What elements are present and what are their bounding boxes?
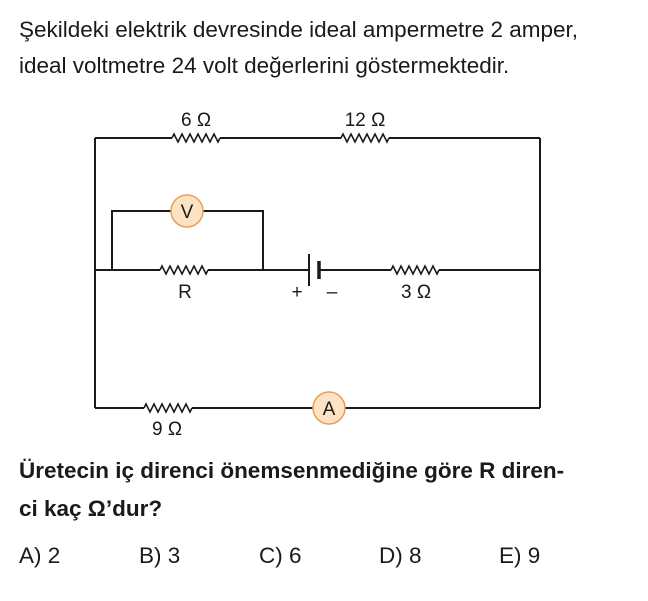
answer-options: [0, 543, 648, 575]
problem-statement: [19, 12, 639, 84]
resistor-9-ohm: [144, 404, 192, 412]
resistor-12-ohm: [341, 134, 389, 142]
battery-plus-label: +: [291, 282, 303, 303]
resistor-r: [160, 266, 208, 274]
wire-voltmeter-left: [112, 211, 171, 270]
label-3-ohm: 3 Ω: [400, 282, 432, 303]
option-a[interactable]: A) 2: [19, 543, 61, 568]
circuit-diagram: [0, 100, 648, 445]
question-line-2: ci kaç Ω’dur?: [19, 496, 163, 521]
question-text: [19, 452, 639, 528]
ammeter-label: A: [322, 399, 336, 420]
voltmeter-label: V: [180, 202, 194, 223]
resistor-6-ohm: [172, 134, 220, 142]
label-6-ohm: 6 Ω: [180, 110, 212, 131]
resistor-3-ohm: [391, 266, 439, 274]
option-b[interactable]: B) 3: [139, 543, 181, 568]
wire-voltmeter-right: [203, 211, 263, 270]
problem-line-2: ideal voltmetre 24 volt değerlerini göstermektedir.: [19, 53, 510, 78]
question-line-1: Üretecin iç direnci önemsenmediğine göre R diren-: [19, 458, 565, 483]
battery-minus-label: –: [326, 282, 338, 303]
label-r: R: [178, 282, 192, 303]
label-9-ohm: 9 Ω: [151, 419, 183, 440]
option-d[interactable]: D) 8: [379, 543, 422, 568]
option-e[interactable]: E) 9: [499, 543, 541, 568]
option-c[interactable]: C) 6: [259, 543, 302, 568]
problem-line-1: Şekildeki elektrik devresinde ideal ampermetre 2 amper,: [19, 17, 579, 42]
label-12-ohm: 12 Ω: [344, 110, 386, 131]
